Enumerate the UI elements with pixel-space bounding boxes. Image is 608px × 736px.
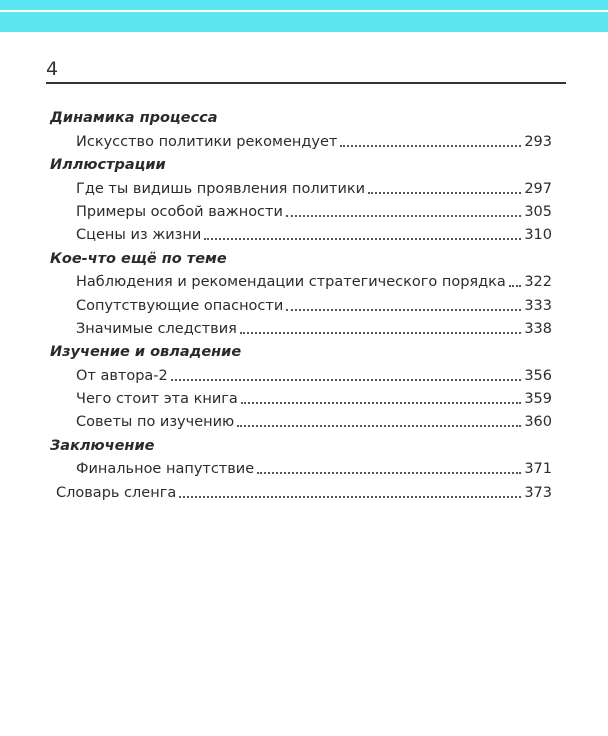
toc-page-number: 293 <box>524 133 552 150</box>
toc-entry-title: Советы по изучению <box>76 414 235 431</box>
toc-section <box>0 431 608 454</box>
toc-entry-title: Сцены из жизни <box>76 227 202 244</box>
toc-entry[interactable] <box>0 361 608 384</box>
dot-leader <box>340 144 521 147</box>
toc-entry[interactable] <box>0 221 608 244</box>
toc-page-number: 310 <box>524 227 552 244</box>
toc-entry[interactable] <box>0 478 608 501</box>
dot-leader <box>179 495 521 498</box>
dot-leader <box>237 424 521 427</box>
toc-section-title: Заключение <box>50 437 155 454</box>
toc-page-number: 371 <box>524 461 552 478</box>
toc-entry-title: Где ты видишь проявления политики <box>76 180 366 197</box>
toc-section-title: Иллюстрации <box>50 157 166 174</box>
toc-section <box>0 338 608 361</box>
toc-entry-title: Примеры особой важности <box>76 203 283 220</box>
toc-page-number: 333 <box>524 297 552 314</box>
toc-page-number: 359 <box>524 391 552 408</box>
page-number: 4 <box>46 58 59 80</box>
toc-page-number: 297 <box>524 180 552 197</box>
toc-entry[interactable] <box>0 198 608 221</box>
toc-entry-title: Значимые следствия <box>76 320 237 337</box>
toc-entry-title: Наблюдения и рекомендации стратегического порядка <box>76 274 506 291</box>
header-rule <box>46 82 566 84</box>
toc-entry[interactable] <box>0 455 608 478</box>
toc-entry-title: Словарь сленга <box>56 484 177 501</box>
toc-entry-title: Финальное напутствие <box>76 461 255 478</box>
toc-page-number: 373 <box>524 484 552 501</box>
top-band-stripe <box>0 10 608 12</box>
toc-entry-title: Искусство политики рекомендует <box>76 133 338 150</box>
toc-page-number: 322 <box>524 274 552 291</box>
dot-leader <box>509 284 522 287</box>
toc-page-number: 305 <box>524 203 552 220</box>
toc-entry[interactable] <box>0 268 608 291</box>
toc-page-number: 356 <box>524 367 552 384</box>
toc-page-number: 338 <box>524 320 552 337</box>
dot-leader <box>286 308 521 311</box>
dot-leader <box>204 237 521 240</box>
dot-leader <box>240 331 521 334</box>
toc-entry-title: Сопутствующие опасности <box>76 297 284 314</box>
toc-entry[interactable] <box>0 174 608 197</box>
toc-section <box>0 104 608 127</box>
dot-leader <box>171 378 522 381</box>
toc-entry[interactable] <box>0 291 608 314</box>
toc-page-number: 360 <box>524 414 552 431</box>
table-of-contents <box>0 104 608 502</box>
dot-leader <box>368 191 521 194</box>
toc-section-title: Кое-что ещё по теме <box>50 250 227 267</box>
toc-entry[interactable] <box>0 127 608 150</box>
top-color-band <box>0 0 608 32</box>
dot-leader <box>241 401 522 404</box>
toc-entry-title: Чего стоит эта книга <box>76 391 238 408</box>
toc-entry-title: От автора-2 <box>76 367 168 384</box>
dot-leader <box>286 214 521 217</box>
toc-entry[interactable] <box>0 315 608 338</box>
toc-section <box>0 151 608 174</box>
toc-section-title: Динамика процесса <box>50 110 218 127</box>
toc-section-title: Изучение и овладение <box>50 344 242 361</box>
toc-entry[interactable] <box>0 385 608 408</box>
toc-section <box>0 244 608 267</box>
dot-leader <box>257 471 521 474</box>
toc-entry[interactable] <box>0 408 608 431</box>
